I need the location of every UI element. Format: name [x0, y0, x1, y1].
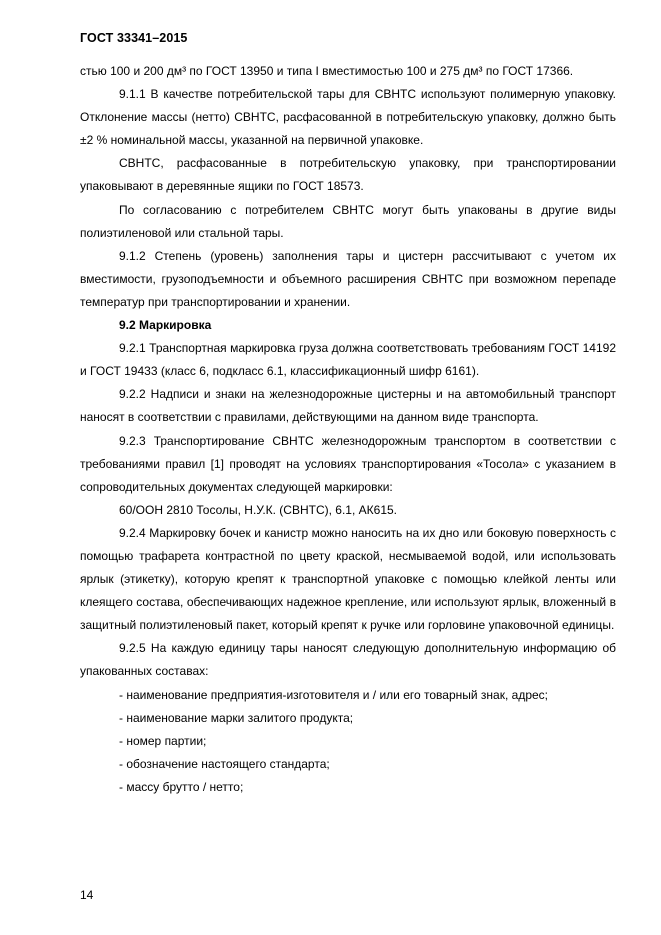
list-item: - массу брутто / нетто;: [119, 779, 244, 794]
page-number: 14: [80, 888, 94, 902]
paragraph-agreement: По согласованию с потребителем СВНТС могут быть упакованы в другие виды полиэтиленовой или стальной тары.: [80, 202, 616, 240]
paragraph-packaging: СВНТС, расфасованные в потребительскую упаковку, при транспортировании упаковывают в деревянные ящики по ГОСТ 18573.: [80, 156, 616, 194]
list-item: - номер партии;: [119, 733, 207, 748]
list-item: - обозначение настоящего стандарта;: [119, 756, 330, 771]
section-heading-marking: 9.2 Маркировка: [119, 318, 212, 333]
paragraph-9-2-4: 9.2.4 Маркировку бочек и канистр можно наносить на их дно или боковую поверхность с помощью трафарета контрастной по цвету краской, несмываемой водой, или использовать ярлык (этикетку), которую крепят к транспортной упаковке с помощью клейкой ленты или клеящего состава, обеспечивающих надежное крепление, или используют ярлык, вложенный в защитный полиэтиленовый пакет, который крепят к ручке или горловине упаковочной единицы.: [80, 525, 616, 633]
marking-code: 60/ООН 2810 Тосолы, Н.У.К. (СВНТС), 6.1, АК615.: [119, 502, 397, 517]
paragraph-9-2-3: 9.2.3 Транспортирование СВНТС железнодорожным транспортом в соответствии с требованиями правил [1] проводят на условиях транспортирования «Тосола» с указанием в сопроводительных документах следующей маркировки:: [80, 433, 616, 494]
paragraph-9-2-5: 9.2.5 На каждую единицу тары наносят следующую дополнительную информацию об упакованных составах:: [80, 641, 616, 679]
paragraph-9-2-1: 9.2.1 Транспортная маркировка груза должна соответствовать требованиям ГОСТ 14192 и ГОСТ 19433 (класс 6, подкласс 6.1, классификационный шифр 6161).: [80, 341, 616, 379]
standard-code-header: ГОСТ 33341–2015: [80, 31, 188, 45]
document-body: [80, 60, 616, 799]
paragraph-continuation: стью 100 и 200 дм³ по ГОСТ 13950 и типа I вместимостью 100 и 275 дм³ по ГОСТ 17366.: [80, 64, 574, 78]
paragraph-9-1-1: 9.1.1 В качестве потребительской тары для СВНТС используют полимерную упаковку. Отклонение массы (нетто) СВНТС, расфасованной в потребительскую упаковку, должно быть ±2 % номинальной массы, указанной на первичной упаковке.: [80, 87, 616, 148]
list-item: - наименование предприятия-изготовителя и / или его товарный знак, адрес;: [119, 687, 549, 702]
list-item: - наименование марки залитого продукта;: [119, 710, 354, 725]
paragraph-9-2-2: 9.2.2 Надписи и знаки на железнодорожные цистерны и на автомобильный транспорт наносят в соответствии с правилами, действующими на данном виде транспорта.: [80, 387, 616, 425]
paragraph-9-1-2: 9.1.2 Степень (уровень) заполнения тары и цистерн рассчитывают с учетом их вместимости, грузоподъемности и объемного расширения СВНТС при возможном перепаде температур при транспортировании и хранении.: [80, 248, 616, 309]
